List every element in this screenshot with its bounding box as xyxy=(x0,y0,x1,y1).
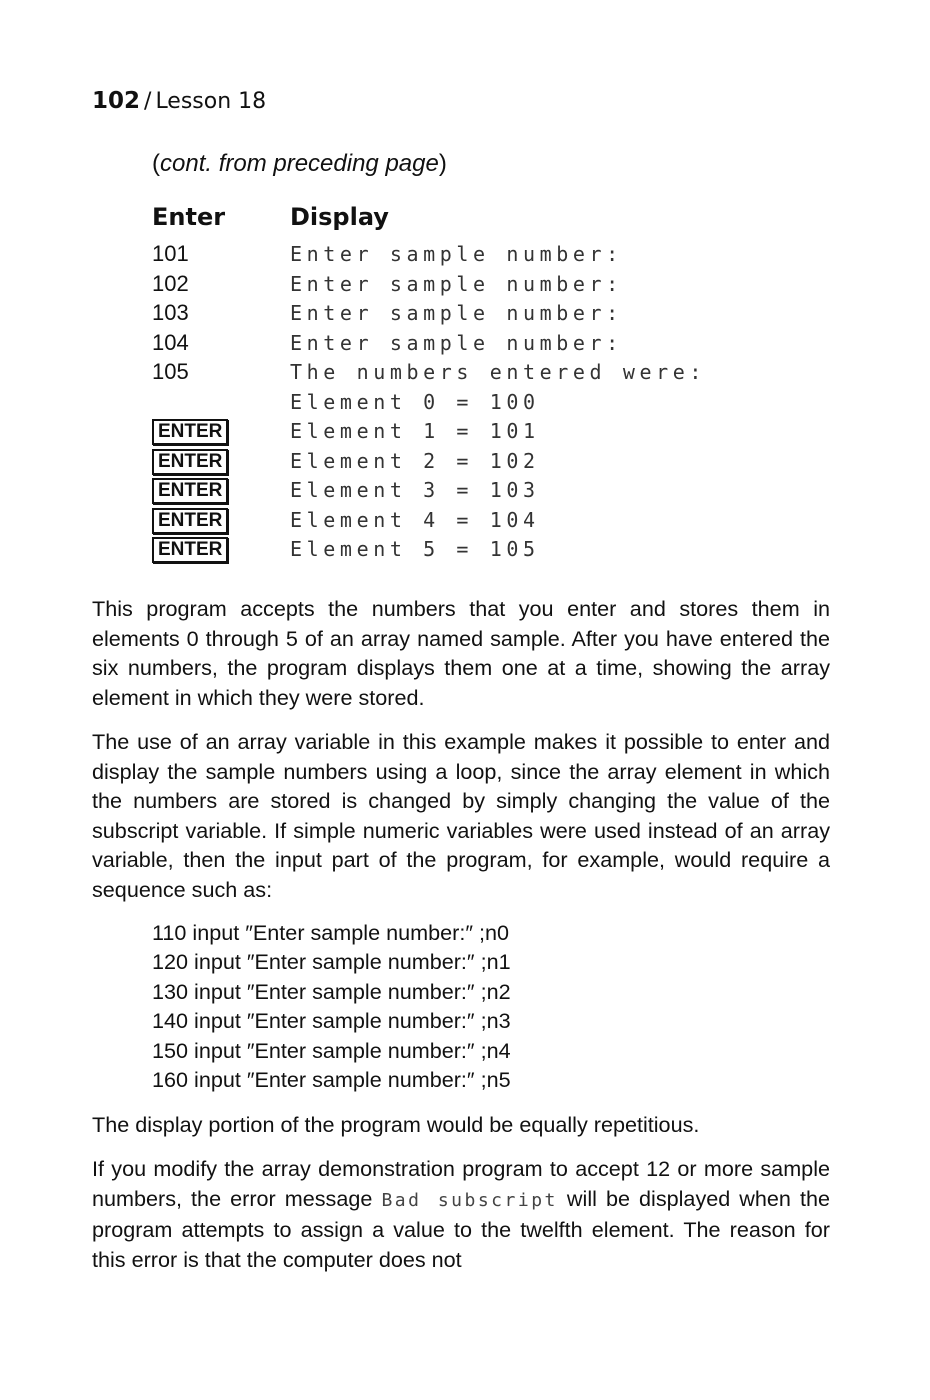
enter-key-icon: ENTER xyxy=(152,478,228,504)
enter-key-icon: ENTER xyxy=(152,449,228,475)
display-output: The numbers entered were: xyxy=(290,360,707,384)
table-row xyxy=(0,388,930,418)
enter-key-icon: ENTER xyxy=(152,537,228,563)
enter-key-icon: ENTER xyxy=(152,419,228,445)
enter-value: 101 xyxy=(152,241,189,266)
table-row xyxy=(0,358,930,388)
table-row xyxy=(0,476,930,506)
display-output: Element 2 = 102 xyxy=(290,448,540,473)
display-output: Enter sample number: xyxy=(290,242,623,266)
error-message-display-text: Bad subscript xyxy=(381,1189,558,1211)
display-output: Element 3 = 103 xyxy=(290,478,540,502)
section-title: Lesson 18 xyxy=(155,89,267,114)
paragraph-2: The use of an array variable in this example makes it possible to enter and display the sample numbers using a loop, since the array element in which the numbers are stored is changed by simply changing the value of the subscript variable. If simple numeric variables were used instead of an array variable, then the input part of the program, for example, would require a sequence such as: xyxy=(92,729,830,902)
enter-value: 104 xyxy=(152,329,189,355)
header-separator: / xyxy=(144,89,152,114)
code-line: 130 input ″Enter sample number:″ ;n2 xyxy=(152,978,511,1004)
display-output: Enter sample number: xyxy=(290,330,623,355)
enter-value: 102 xyxy=(152,270,189,296)
display-output: Element 4 = 104 xyxy=(290,507,540,532)
page-number: 102 xyxy=(92,88,141,114)
display-output: Enter sample number: xyxy=(290,301,623,325)
code-line: 120 input ″Enter sample number:″ ;n1 xyxy=(152,949,511,975)
display-output: Element 1 = 101 xyxy=(290,419,540,443)
table-row xyxy=(0,240,930,270)
continuation-text: cont. from preceding page xyxy=(160,150,439,177)
enter-key-icon: ENTER xyxy=(152,508,228,534)
table-row xyxy=(0,535,930,565)
enter-value: 105 xyxy=(152,359,189,384)
display-output: Element 5 = 105 xyxy=(290,537,540,561)
table-row xyxy=(0,299,930,329)
code-line: 150 input ″Enter sample number:″ ;n4 xyxy=(152,1037,511,1063)
code-line: 140 input ″Enter sample number:″ ;n3 xyxy=(152,1008,511,1034)
code-line: 160 input ″Enter sample number:″ ;n5 xyxy=(152,1067,511,1093)
code-listing xyxy=(152,918,511,1094)
paragraph-4: If you modify the array demonstration program to accept 12 or more sample numbers, the error message Bad subscript will be displayed when the program attempts to assign a value to the twelfth element. The reason for this error is that the computer does not xyxy=(92,1156,830,1272)
table-header-display: Display xyxy=(290,203,389,231)
table-row xyxy=(0,447,930,477)
code-line: 110 input ″Enter sample number:″ ;n0 xyxy=(152,920,509,945)
display-output: Enter sample number: xyxy=(290,271,623,296)
display-output: Element 0 = 100 xyxy=(290,389,540,414)
table-row xyxy=(0,329,930,359)
enter-value: 103 xyxy=(152,300,189,325)
paragraph-3: The display portion of the program would be equally repetitious. xyxy=(92,1112,700,1137)
continuation-note: (cont. from preceding page) xyxy=(152,150,447,177)
table-row xyxy=(0,506,930,536)
table-row xyxy=(0,270,930,300)
page-header xyxy=(92,88,266,114)
table-header-enter: Enter xyxy=(152,203,226,231)
table-row xyxy=(0,417,930,447)
paragraph-1: This program accepts the numbers that you enter and stores them in elements 0 through 5 of an array named sample. After you have entered the six numbers, the program displays them one at a time, showing the array element in which they were stored. xyxy=(92,596,830,710)
